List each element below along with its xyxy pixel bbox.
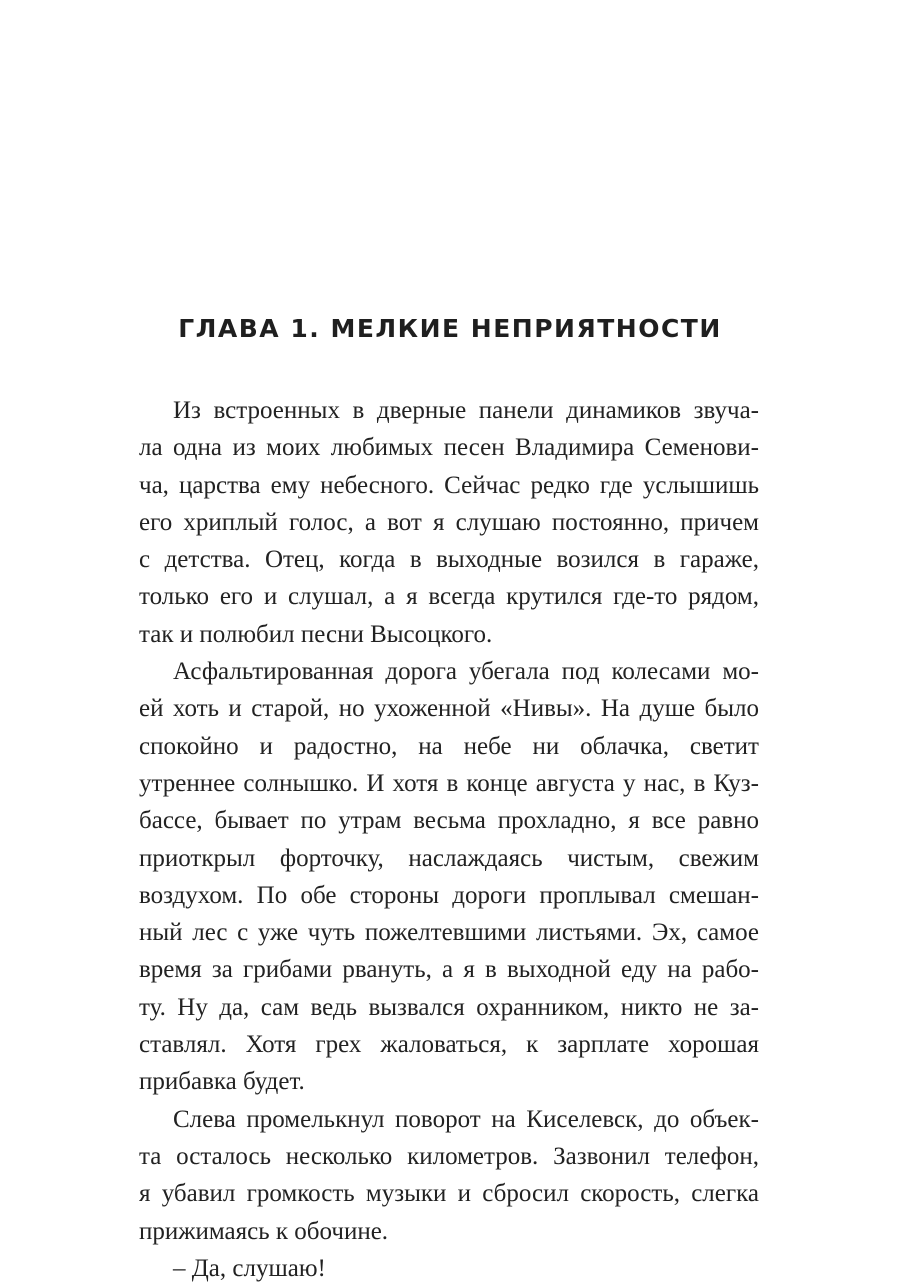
text-line: спокойно и радостно, на небе ни облачка, светит <box>139 732 759 760</box>
text-line: прижимаясь к обочине. <box>139 1217 389 1245</box>
text-line: ей хоть и старой, но ухоженной «Нивы». На душе было <box>139 695 759 723</box>
text-line: воздухом. По обе стороны дороги проплывал смешан- <box>139 881 759 909</box>
chapter-body-text <box>139 392 759 1287</box>
text-line: та осталось несколько километров. Зазвонил телефон, <box>139 1142 759 1170</box>
text-line: ставлял. Хотя грех жаловаться, к зарплате хорошая <box>139 1031 759 1059</box>
text-line: бассе, бывает по утрам весьма прохладно, я все равно <box>139 807 759 835</box>
text-line: только его и слушал, а я всегда крутился где-то рядом, <box>139 583 759 611</box>
text-line: Асфальтированная дорога убегала под колесами мо- <box>173 658 759 686</box>
text-line: утреннее солнышко. И хотя в конце августа у нас, в Куз- <box>139 769 759 797</box>
text-line: Из встроенных в дверные панели динамиков звуча- <box>173 397 759 424</box>
text-line: я убавил громкость музыки и сбросил скорость, слегка <box>139 1180 759 1208</box>
chapter-title: ГЛАВА 1. МЕЛКИЕ НЕПРИЯТНОСТИ <box>178 314 722 343</box>
text-line: приоткрыл форточку, наслаждаясь чистым, свежим <box>139 844 759 872</box>
text-line: так и полюбил песни Высоцкого. <box>139 620 493 648</box>
dialogue-line: – Да, слушаю! <box>173 1254 326 1282</box>
text-line: ный лес с уже чуть пожелтевшими листьями. Эх, самое <box>139 919 759 947</box>
text-line: Слева промелькнул поворот на Киселевск, до объек- <box>173 1105 759 1133</box>
text-line: с детства. Отец, когда в выходные возился в гараже, <box>139 546 759 574</box>
text-line: ла одна из моих любимых песен Владимира Семенови- <box>139 434 759 462</box>
text-line: ча, царства ему небесного. Сейчас редко где услышишь <box>139 471 759 499</box>
text-line: его хриплый голос, а вот я слушаю постоянно, причем <box>139 508 759 536</box>
text-line: ту. Ну да, сам ведь вызвался охранником, никто не за- <box>139 993 759 1021</box>
text-line: прибавка будет. <box>139 1068 305 1096</box>
text-line: время за грибами рвануть, а я в выходной еду на рабо- <box>139 956 759 984</box>
